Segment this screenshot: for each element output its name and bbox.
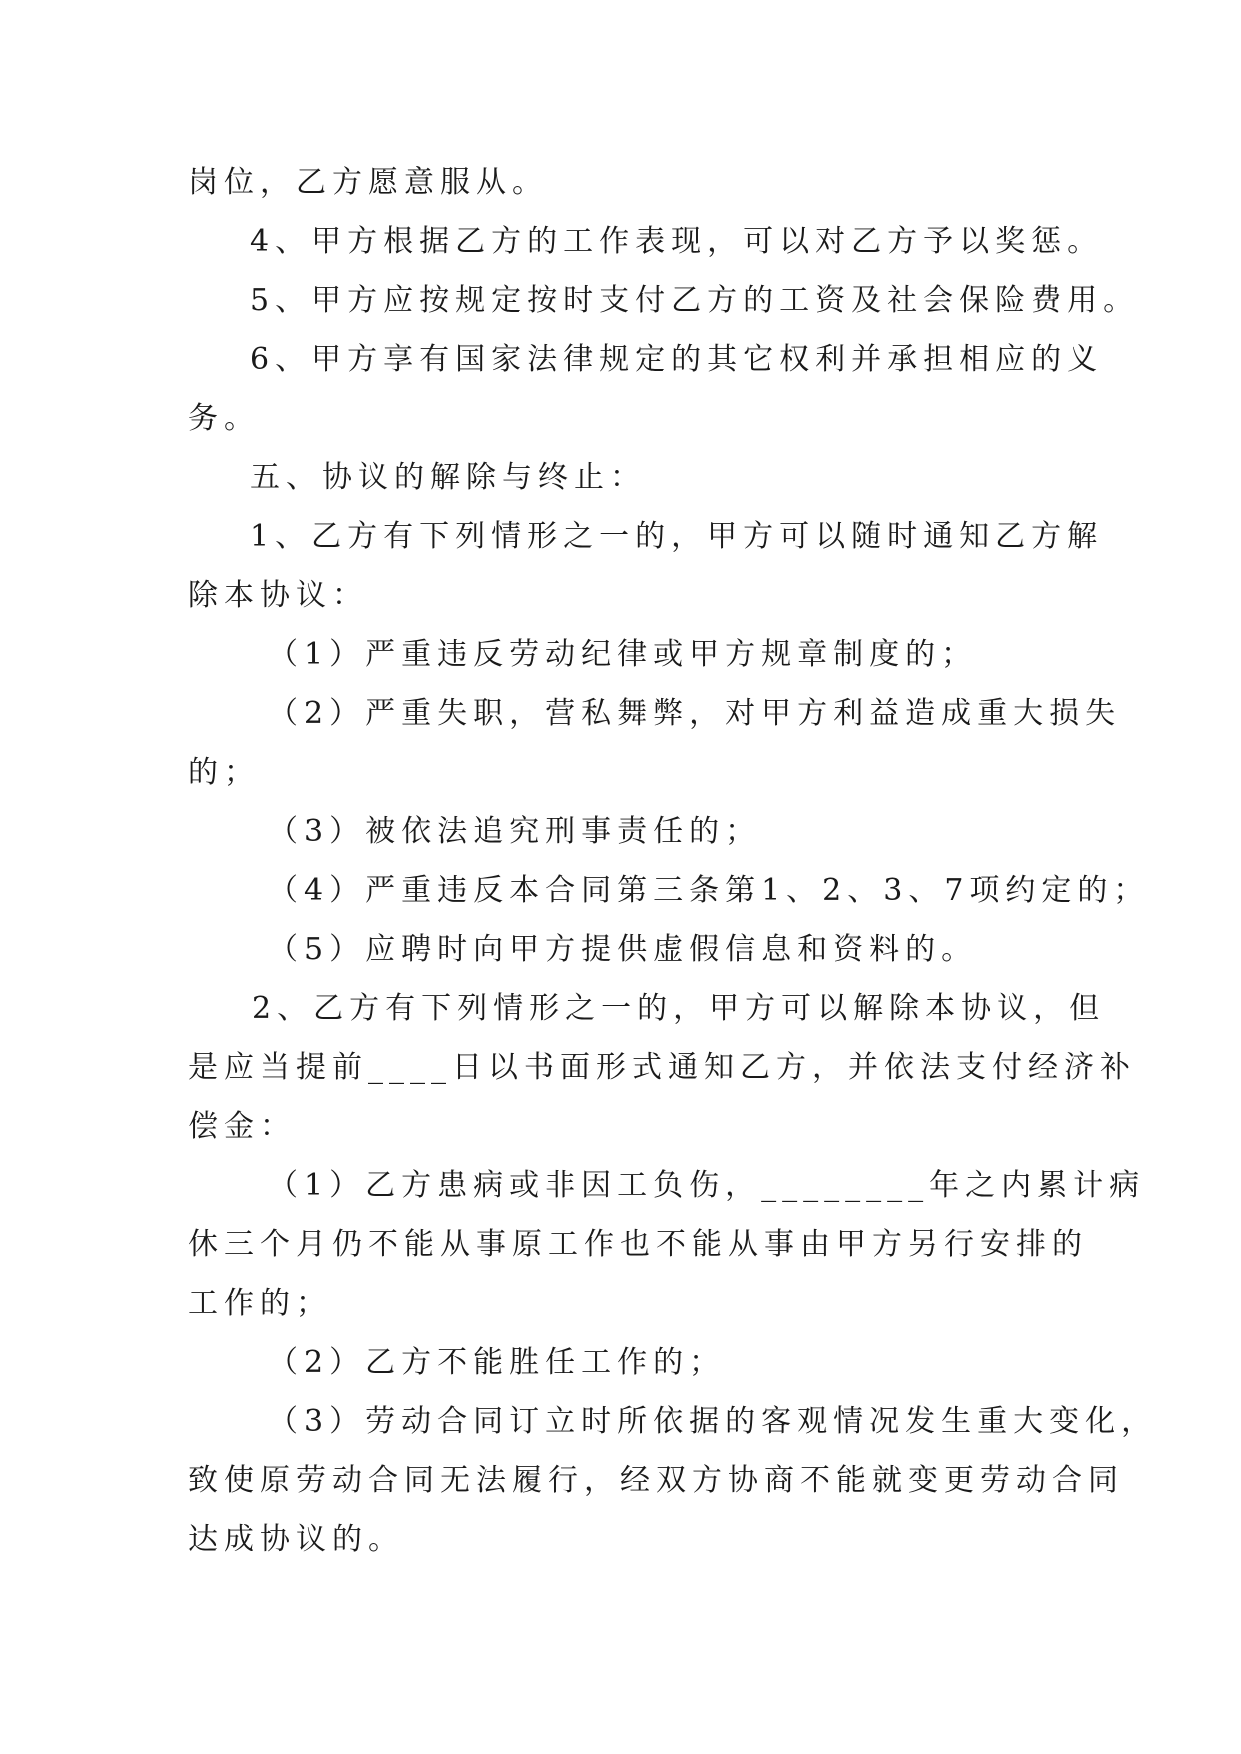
text-line-23: 致使原劳动合同无法履行，经双方协商不能就变更劳动合同 xyxy=(188,1463,1124,1498)
text-line-21: （2）乙方不能胜任工作的； xyxy=(268,1345,726,1380)
text-line-9: （1）严重违反劳动纪律或甲方规章制度的； xyxy=(268,637,978,672)
text-line-18: （1）乙方患病或非因工负伤，________年之内累计病 xyxy=(268,1168,1146,1203)
text-line-12: （3）被依法追究刑事责任的； xyxy=(268,814,762,849)
text-line-20: 工作的； xyxy=(188,1286,332,1321)
text-line-22: （3）劳动合同订立时所依据的客观情况发生重大变化， xyxy=(268,1404,1158,1439)
text-line-17: 偿金： xyxy=(188,1109,296,1144)
text-line-7: 1、乙方有下列情形之一的，甲方可以随时通知乙方解 xyxy=(250,519,1104,554)
text-line-13: （4）严重违反本合同第三条第1、2、3、7项约定的； xyxy=(268,873,1150,908)
text-line-14: （5）应聘时向甲方提供虚假信息和资料的。 xyxy=(268,932,978,967)
text-line-16: 是应当提前____日以书面形式通知乙方，并依法支付经济补 xyxy=(188,1050,1136,1085)
text-line-1: 岗位，乙方愿意服从。 xyxy=(188,165,548,200)
text-line-2: 4、甲方根据乙方的工作表现，可以对乙方予以奖惩。 xyxy=(250,224,1104,259)
text-line-10: （2）严重失职，营私舞弊，对甲方利益造成重大损失 xyxy=(268,696,1122,731)
section-heading: 五、协议的解除与终止： xyxy=(250,460,646,495)
text-line-4: 6、甲方享有国家法律规定的其它权利并承担相应的义 xyxy=(250,342,1104,377)
text-line-15: 2、乙方有下列情形之一的，甲方可以解除本协议，但 xyxy=(252,991,1106,1026)
text-line-3: 5、甲方应按规定按时支付乙方的工资及社会保险费用。 xyxy=(250,283,1140,318)
text-line-8: 除本协议： xyxy=(188,578,368,613)
text-line-24: 达成协议的。 xyxy=(188,1522,404,1557)
text-line-11: 的； xyxy=(188,755,260,790)
text-line-5: 务。 xyxy=(188,401,260,436)
text-line-19: 休三个月仍不能从事原工作也不能从事由甲方另行安排的 xyxy=(188,1227,1088,1262)
